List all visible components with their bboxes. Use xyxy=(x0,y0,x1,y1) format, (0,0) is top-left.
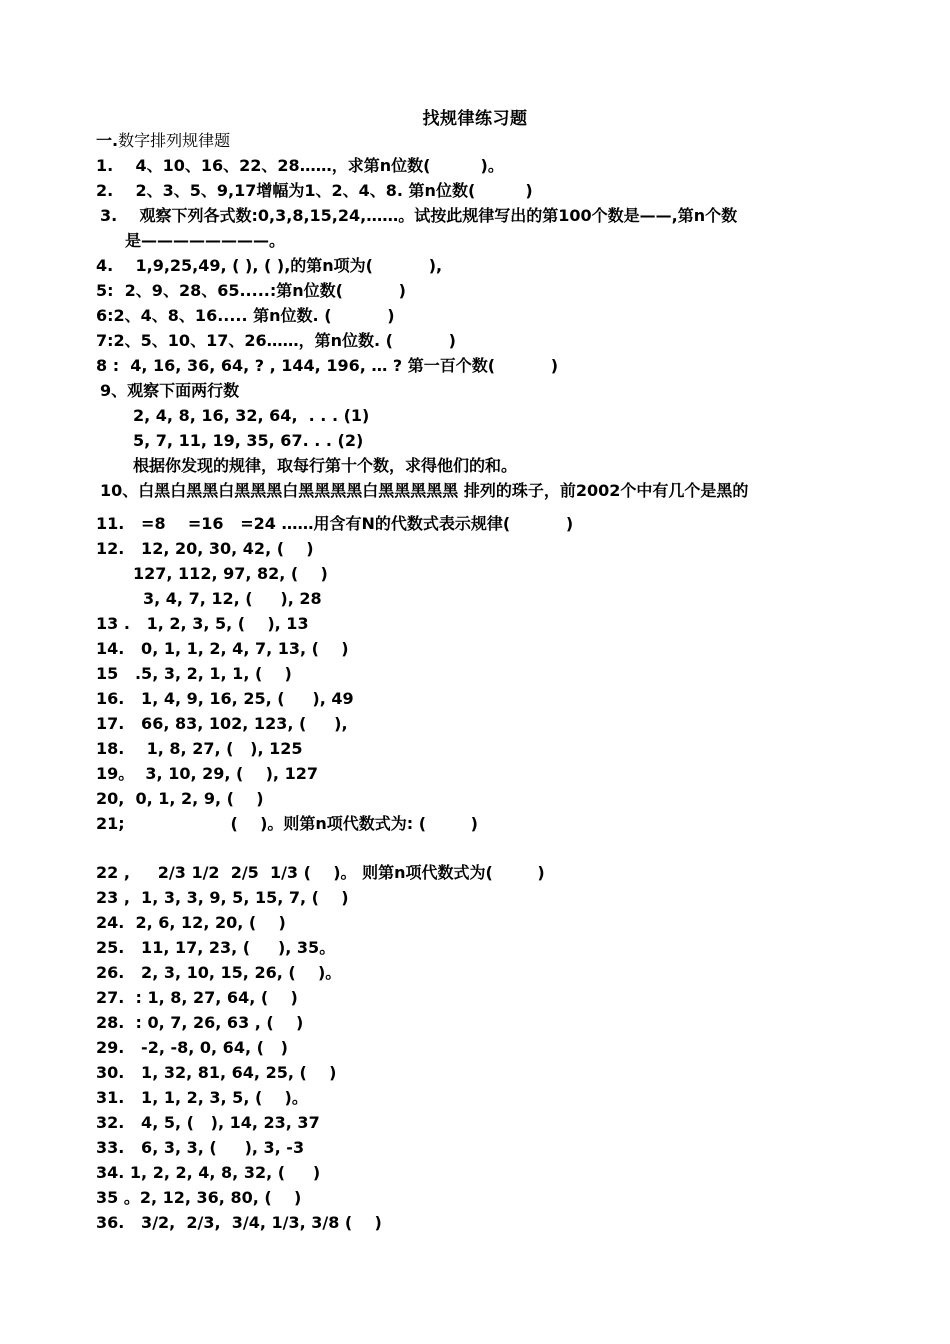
problem-9-row-1: 2, 4, 8, 16, 32, 64, . . . (1) xyxy=(133,406,370,425)
problem-16: 16. 1, 4, 9, 16, 25, ( ), 49 xyxy=(96,689,354,708)
problem-2: 2. 2、3、5、9,17增幅为1、2、4、8. 第n位数( ) xyxy=(96,181,533,200)
problem-34: 34. 1, 2, 2, 4, 8, 32, ( ) xyxy=(96,1163,321,1182)
problem-35: 35 。2, 12, 36, 80, ( ) xyxy=(96,1188,302,1207)
problem-31: 31. 1, 1, 2, 3, 5, ( )。 xyxy=(96,1088,308,1107)
problem-3: 3. 观察下列各式数:0,3,8,15,24,……。试按此规律写出的第100个数是——,第n个数 xyxy=(100,206,738,225)
section-number: 一. xyxy=(96,131,119,150)
problem-28: 28. : 0, 7, 26, 63 , ( ) xyxy=(96,1013,304,1032)
problem-7: 7:2、5、10、17、26……，第n位数. ( ) xyxy=(96,331,456,350)
problem-5: 5: 2、9、28、65.....:第n位数( ) xyxy=(96,281,406,300)
problem-26: 26. 2, 3, 10, 15, 26, ( )。 xyxy=(96,963,342,982)
problem-14: 14. 0, 1, 1, 2, 4, 7, 13, ( ) xyxy=(96,639,349,658)
problem-8: 8 : 4, 16, 36, 64, ? , 144, 196, … ? 第一百个数( ) xyxy=(96,356,559,375)
problem-1: 1. 4、10、16、22、28……，求第n位数( )。 xyxy=(96,156,504,175)
problem-10: 10、白黑白黑黑白黑黑黑白黑黑黑黑白黑黑黑黑黑 排列的珠子，前2002个中有几个是黑的 xyxy=(100,481,749,500)
problem-12-b: 127, 112, 97, 82, ( ) xyxy=(133,564,328,583)
problem-24: 24. 2, 6, 12, 20, ( ) xyxy=(96,913,286,932)
problem-4: 4. 1,9,25,49, ( ), ( ),的第n项为( ), xyxy=(96,256,443,275)
problem-20: 20, 0, 1, 2, 9, ( ) xyxy=(96,789,264,808)
problem-27: 27. : 1, 8, 27, 64, ( ) xyxy=(96,988,298,1007)
problem-19: 19。 3, 10, 29, ( ), 127 xyxy=(96,764,318,783)
problem-33: 33. 6, 3, 3, ( ), 3, -3 xyxy=(96,1138,305,1157)
problem-12-c: 3, 4, 7, 12, ( ), 28 xyxy=(143,589,322,608)
problem-23: 23 , 1, 3, 3, 9, 5, 15, 7, ( ) xyxy=(96,888,349,907)
section-label: 数字排列规律题 xyxy=(118,131,231,150)
problem-21: 21; ( )。则第n项代数式为: ( ) xyxy=(96,814,478,833)
problem-11: 11. =8 =16 =24 ……用含有N的代数式表示规律( ) xyxy=(96,514,574,533)
problem-13: 13 . 1, 2, 3, 5, ( ), 13 xyxy=(96,614,309,633)
problem-25: 25. 11, 17, 23, ( ), 35。 xyxy=(96,938,336,957)
problem-17: 17. 66, 83, 102, 123, ( ), xyxy=(96,714,348,733)
problem-3-continued: 是————————。 xyxy=(125,231,286,250)
problem-15: 15 .5, 3, 2, 1, 1, ( ) xyxy=(96,664,292,683)
problem-29: 29. -2, -8, 0, 64, ( ) xyxy=(96,1038,288,1057)
section-heading xyxy=(96,131,230,151)
problem-32: 32. 4, 5, ( ), 14, 23, 37 xyxy=(96,1113,320,1132)
problem-18: 18. 1, 8, 27, ( ), 125 xyxy=(96,739,303,758)
problem-9-question: 根据你发现的规律，取每行第十个数，求得他们的和。 xyxy=(133,456,518,475)
problem-9-row-2: 5, 7, 11, 19, 35, 67. . . (2) xyxy=(133,431,364,450)
problem-6: 6:2、4、8、16..... 第n位数. ( ) xyxy=(96,306,395,325)
problem-30: 30. 1, 32, 81, 64, 25, ( ) xyxy=(96,1063,337,1082)
problem-36: 36. 3/2, 2/3, 3/4, 1/3, 3/8 ( ) xyxy=(96,1213,382,1232)
problem-12: 12. 12, 20, 30, 42, ( ) xyxy=(96,539,314,558)
page-title: 找规律练习题 xyxy=(422,109,528,129)
problem-22: 22 , 2/3 1/2 2/5 1/3 ( )。 则第n项代数式为( ) xyxy=(96,863,545,882)
problem-9: 9、观察下面两行数 xyxy=(100,381,240,400)
